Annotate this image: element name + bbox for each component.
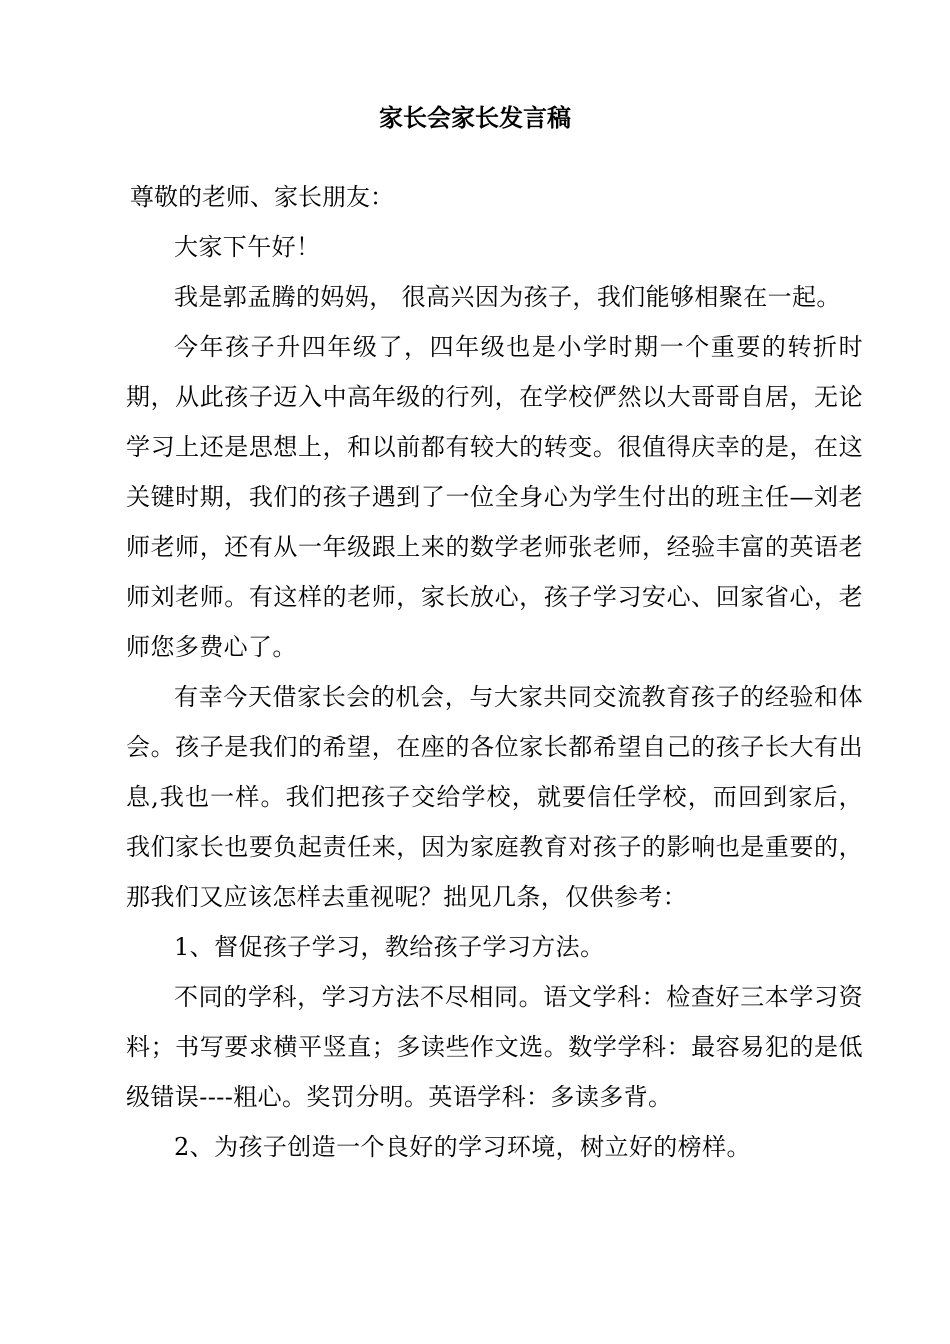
- paragraph-introduction: 我是郭孟腾的妈妈， 很高兴因为孩子，我们能够相聚在一起。: [174, 283, 841, 311]
- document-body: [126, 172, 863, 1172]
- paragraph-exchange: 有幸今天借家长会的机会，与大家共同交流教育孩子的经验和体会。孩子是我们的希望，在座的各位家长都希望自己的孩子长大有出息,我也一样。我们把孩子交给学校，就要信任学校，而回到家后，我们家长也要负起责任来，因为家庭教育对孩子的影响也是重要的，那我们又应该怎样去重视呢？拙见几条，仅供参考：: [126, 683, 863, 911]
- document-title: 家长会家长发言稿: [379, 103, 571, 132]
- paragraph-fourth-grade: 今年孩子升四年级了，四年级也是小学时期一个重要的转折时期，从此孩子迈入中高年级的行列，在学校俨然以大哥哥自居，无论学习上还是思想上，和以前都有较大的转变。很值得庆幸的是，在这关键时期，我们的孩子遇到了一位全身心为学生付出的班主任—刘老师老师，还有从一年级跟上来的数学老师张老师，经验丰富的英语老师刘老师。有这样的老师，家长放心，孩子学习安心、回家省心，老师您多费心了。: [126, 333, 863, 661]
- paragraph-point-2: 2、为孩子创造一个良好的学习环境，树立好的榜样。: [174, 1133, 751, 1161]
- paragraph-subject-methods: 不同的学科，学习方法不尽相同。语文学科：检查好三本学习资料；书写要求横平竖直；多读些作文选。数学学科：最容易犯的是低级错误----粗心。奖罚分明。英语学科：多读多背。: [126, 983, 863, 1111]
- salutation: 尊敬的老师、家长朋友：: [130, 183, 394, 211]
- paragraph-point-1: 1、督促孩子学习，教给孩子学习方法。: [174, 933, 605, 961]
- paragraph-greeting: 大家下午好！: [174, 233, 321, 261]
